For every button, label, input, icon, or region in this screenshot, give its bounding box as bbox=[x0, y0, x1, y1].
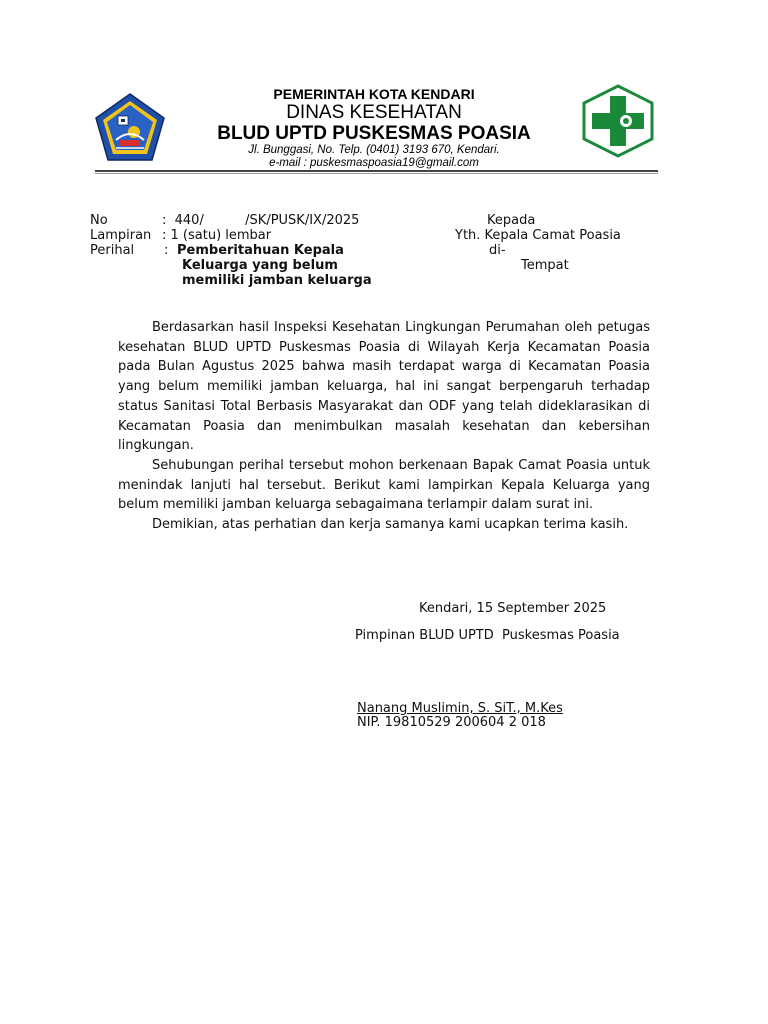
signer-position: Pimpinan BLUD UPTD Puskesmas Poasia bbox=[355, 628, 620, 643]
recipient-title: Yth. Kepala Camat Poasia bbox=[455, 228, 621, 243]
government-name: PEMERINTAH KOTA KENDARI bbox=[273, 86, 475, 102]
letter-body bbox=[118, 318, 650, 535]
signer-name: Nanang Muslimin, S. SiT., M.Kes bbox=[357, 701, 563, 716]
body-paragraph-3: Demikian, atas perhatian dan kerja samanya kami ucapkan terima kasih. bbox=[152, 517, 629, 533]
letter-number-label: No bbox=[90, 213, 108, 228]
subject-line-2: Keluarga yang belum bbox=[182, 258, 338, 273]
subject-line-1: Pemberitahuan Kepala bbox=[177, 243, 344, 258]
subject-line-3: memiliki jamban keluarga bbox=[182, 273, 372, 288]
address-line: Jl. Bunggasi, No. Telp. (0401) 3193 670, Kendari. bbox=[248, 144, 500, 156]
letterhead-rule-thin bbox=[95, 173, 658, 174]
letterhead bbox=[90, 84, 670, 174]
recipient-kepada: Kepada bbox=[487, 213, 536, 228]
attachment-value: : 1 (satu) lembar bbox=[162, 228, 272, 243]
subject-colon: : bbox=[164, 243, 169, 258]
body-paragraph-2: Sehubungan perihal tersebut mohon berkenaan Bapak Camat Poasia untuk menindak lanjuti hal tersebut. Berikut kami lampirkan Kepala Keluarga yang belum memiliki jamban keluarga sebagaimana terlampir dalam surat ini. bbox=[118, 457, 650, 513]
subject-label: Perihal bbox=[90, 243, 135, 258]
signer-nip: NIP. 19810529 200604 2 018 bbox=[357, 715, 546, 730]
recipient-di: di- bbox=[489, 243, 506, 258]
letterhead-text bbox=[172, 86, 576, 170]
attachment-label: Lampiran bbox=[90, 228, 152, 243]
letterhead-rule bbox=[95, 170, 658, 172]
kota-kendari-emblem-icon bbox=[94, 92, 166, 164]
email-line: e-mail : puskesmaspoasia19@gmail.com bbox=[269, 157, 479, 169]
body-paragraph-1: Berdasarkan hasil Inspeksi Kesehatan Lingkungan Perumahan oleh petugas kesehatan BLUD UPTD Puskesmas Poasia di Wilayah Kerja Kecamatan Poasia pada Bulan Agustus 2025 bahwa masih terdapat warga di Kecamatan Poasia yang belum memiliki jamban keluarga, hal ini sangat berpengaruh terhadap status Sanitasi Total Berbasis Masyarakat dan ODF yang telah dideklarasikan di Kecamatan Poasia dan menimbulkan masalah kesehatan dan kebersihan lingkungan. bbox=[118, 320, 650, 454]
puskesmas-cross-icon bbox=[582, 84, 654, 158]
agency-name: DINAS KESEHATAN bbox=[286, 102, 462, 123]
institution-name: BLUD UPTD PUSKESMAS POASIA bbox=[217, 123, 531, 144]
letter-number-value: : 440/ /SK/PUSK/IX/2025 bbox=[162, 213, 360, 228]
recipient-place: Tempat bbox=[521, 258, 569, 273]
place-date: Kendari, 15 September 2025 bbox=[419, 601, 607, 616]
